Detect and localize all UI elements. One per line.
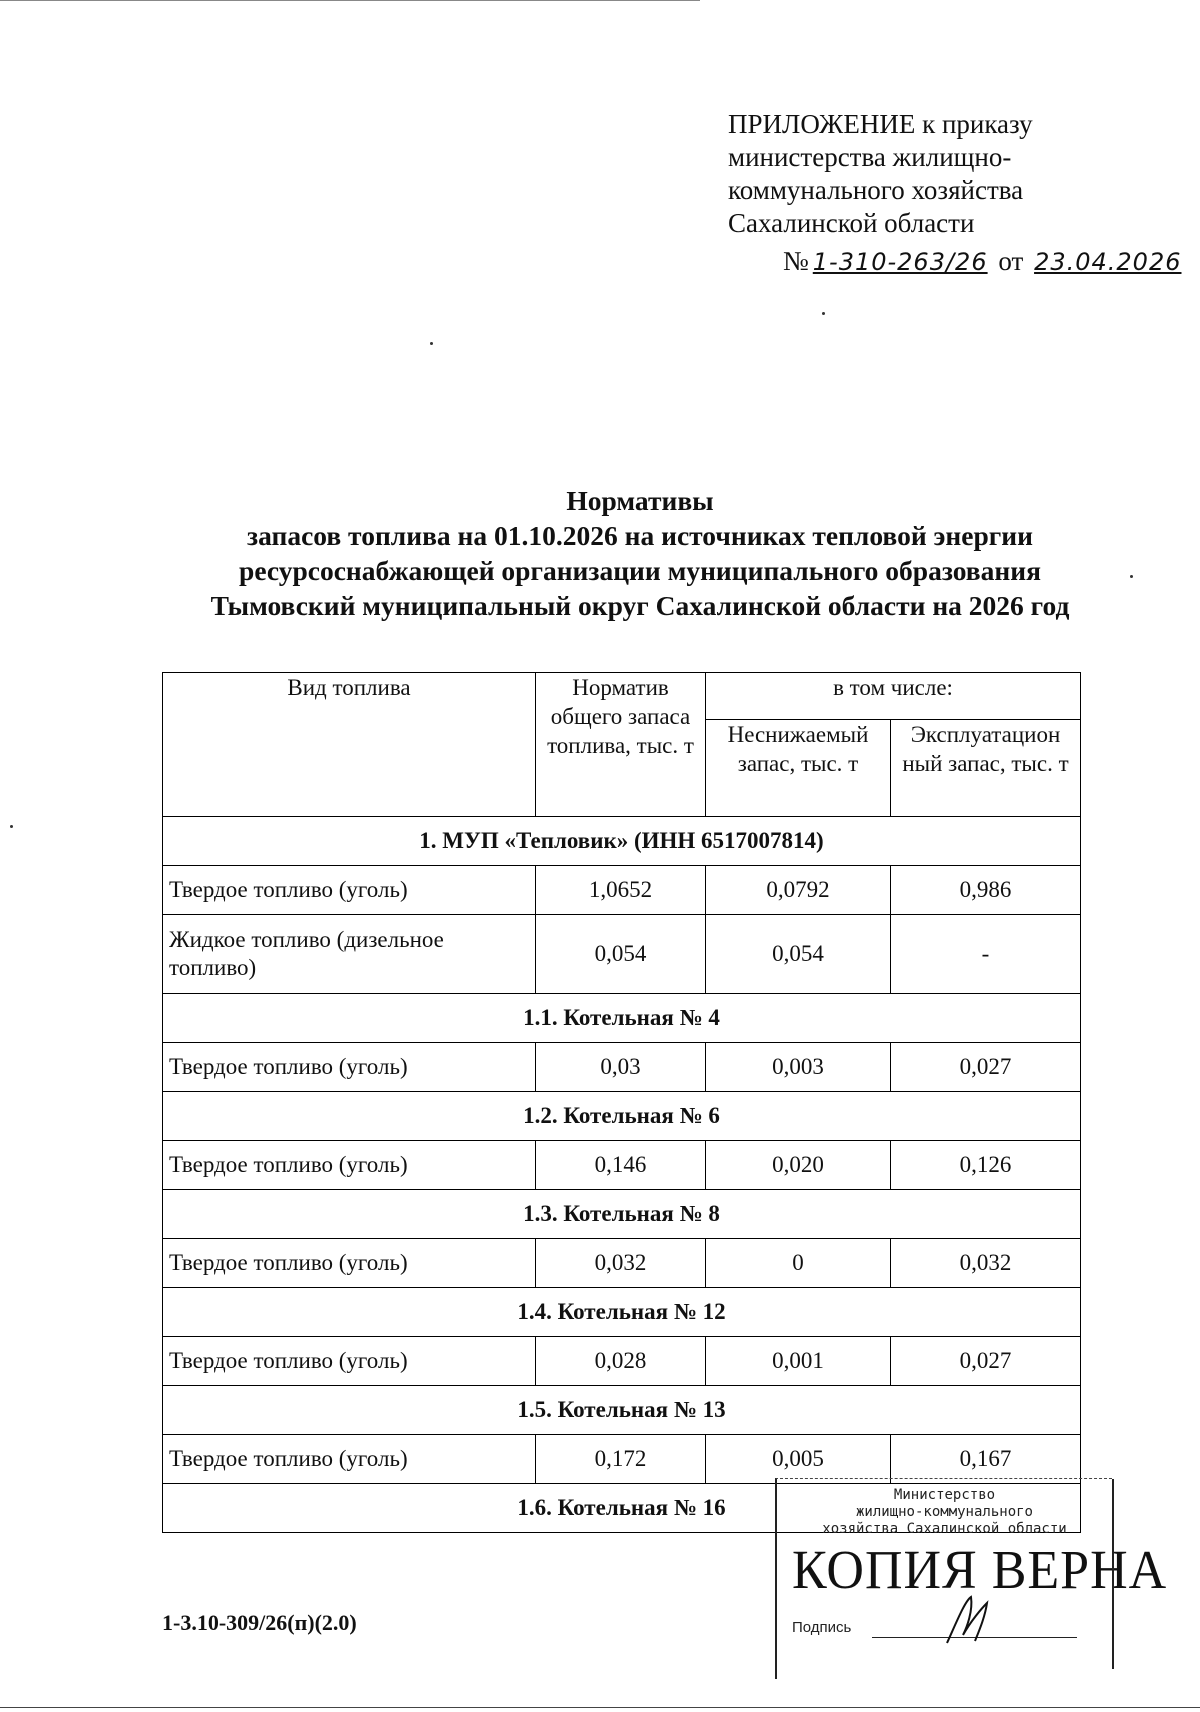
section-title: 1.3. Котельная № 8: [163, 1190, 1081, 1239]
section-title: 1.5. Котельная № 13: [163, 1386, 1081, 1435]
certified-copy-stamp: [775, 1478, 1168, 1679]
stamp-org-line: жилищно-коммунального: [855, 1504, 1033, 1520]
total-cell: 0,032: [536, 1239, 706, 1288]
header-total: Норматив общего запаса топлива, тыс. т: [536, 673, 706, 817]
fuel-type-cell: Твердое топливо (уголь): [163, 1239, 536, 1288]
appendix-block: [728, 108, 1033, 240]
op-reserve-cell: 0,027: [891, 1043, 1081, 1092]
stamp-org-line: хозяйства Сахалинской области: [822, 1521, 1067, 1537]
bottom-edge-rule: [0, 1707, 1200, 1708]
section-title: 1.1. Котельная № 4: [163, 994, 1081, 1043]
table-row: [163, 1239, 1081, 1288]
order-date-handwritten: 23.04.2026: [1034, 248, 1182, 276]
op-reserve-cell: 0,167: [891, 1435, 1081, 1484]
header-op-reserve: Эксплуатацион ный запас, тыс. т: [891, 720, 1081, 817]
total-cell: 0,054: [536, 915, 706, 994]
table-header-row: [163, 673, 1081, 720]
title-line: Нормативы: [566, 485, 714, 516]
section-title: 1.6. Котельная № 16: [163, 1484, 1081, 1533]
scan-speck: [822, 312, 825, 315]
op-reserve-cell: -: [891, 915, 1081, 994]
table-section-row: [163, 1288, 1081, 1337]
appendix-line: министерства жилищно-: [728, 142, 1012, 172]
stamp-sign-label: Подпись: [792, 1619, 852, 1636]
min-reserve-cell: 0,001: [706, 1337, 891, 1386]
min-reserve-cell: 0,003: [706, 1043, 891, 1092]
title-line: ресурсоснабжающей организации муниципального образования: [239, 555, 1041, 586]
section-title: 1.4. Котельная № 12: [163, 1288, 1081, 1337]
header-including: в том числе:: [706, 673, 1081, 720]
table-row: [163, 1435, 1081, 1484]
order-date-prefix: от: [998, 246, 1024, 276]
title-line: Тымовский муниципальный округ Сахалинской области на 2026 год: [210, 590, 1070, 621]
header-fuel-type: Вид топлива: [163, 673, 536, 817]
appendix-line: коммунального хозяйства: [728, 175, 1024, 205]
scan-speck: [430, 342, 433, 345]
order-number-prefix: №: [783, 246, 809, 276]
min-reserve-cell: 0,005: [706, 1435, 891, 1484]
stamp-org-line: Министерство: [893, 1487, 996, 1503]
header-min-reserve: Неснижаемый запас, тыс. т: [706, 720, 891, 817]
total-cell: 0,172: [536, 1435, 706, 1484]
document-title: [150, 483, 1130, 623]
table-row: [163, 1337, 1081, 1386]
table-section-row: [163, 994, 1081, 1043]
scan-speck: [1130, 575, 1133, 578]
appendix-line: Сахалинской области: [728, 208, 975, 238]
fuel-type-cell: Твердое топливо (уголь): [163, 1435, 536, 1484]
op-reserve-cell: 0,032: [891, 1239, 1081, 1288]
total-cell: 0,028: [536, 1337, 706, 1386]
signature-mark: [937, 1591, 997, 1651]
section-title: 1. МУП «Тепловик» (ИНН 6517007814): [163, 817, 1081, 866]
stamp-main-text: КОПИЯ ВЕРНА: [792, 1540, 1168, 1601]
min-reserve-cell: 0,0792: [706, 866, 891, 915]
fuel-type-cell: Жидкое топливо (дизельное топливо): [163, 915, 536, 994]
table-section-row: [163, 1190, 1081, 1239]
total-cell: 0,03: [536, 1043, 706, 1092]
table-row: [163, 915, 1081, 994]
title-line: запасов топлива на 01.10.2026 на источниках тепловой энергии: [247, 520, 1033, 551]
table-row: [163, 1043, 1081, 1092]
table-section-row: [163, 1386, 1081, 1435]
section-title: 1.2. Котельная № 6: [163, 1092, 1081, 1141]
scan-speck: [10, 825, 13, 828]
min-reserve-cell: 0,054: [706, 915, 891, 994]
norms-table: [162, 672, 1081, 1533]
total-cell: 1,0652: [536, 866, 706, 915]
min-reserve-cell: 0: [706, 1239, 891, 1288]
fuel-type-cell: Твердое топливо (уголь): [163, 866, 536, 915]
op-reserve-cell: 0,126: [891, 1141, 1081, 1190]
stamp-organization: [777, 1487, 1112, 1538]
op-reserve-cell: 0,986: [891, 866, 1081, 915]
order-number-line: [783, 245, 1185, 279]
total-cell: 0,146: [536, 1141, 706, 1190]
table-section-row: [163, 817, 1081, 866]
top-edge-rule: [0, 0, 700, 1]
table-row: [163, 866, 1081, 915]
op-reserve-cell: 0,027: [891, 1337, 1081, 1386]
document-number: 1-3.10-309/26(п)(2.0): [162, 1610, 357, 1635]
fuel-type-cell: Твердое топливо (уголь): [163, 1043, 536, 1092]
fuel-type-cell: Твердое топливо (уголь): [163, 1337, 536, 1386]
appendix-line: ПРИЛОЖЕНИЕ к приказу: [728, 109, 1033, 139]
table-section-row: [163, 1092, 1081, 1141]
order-number-handwritten: 1-310-263/26: [812, 248, 988, 276]
stamp-right-border: [1112, 1479, 1114, 1669]
fuel-type-cell: Твердое топливо (уголь): [163, 1141, 536, 1190]
table-row: [163, 1141, 1081, 1190]
min-reserve-cell: 0,020: [706, 1141, 891, 1190]
